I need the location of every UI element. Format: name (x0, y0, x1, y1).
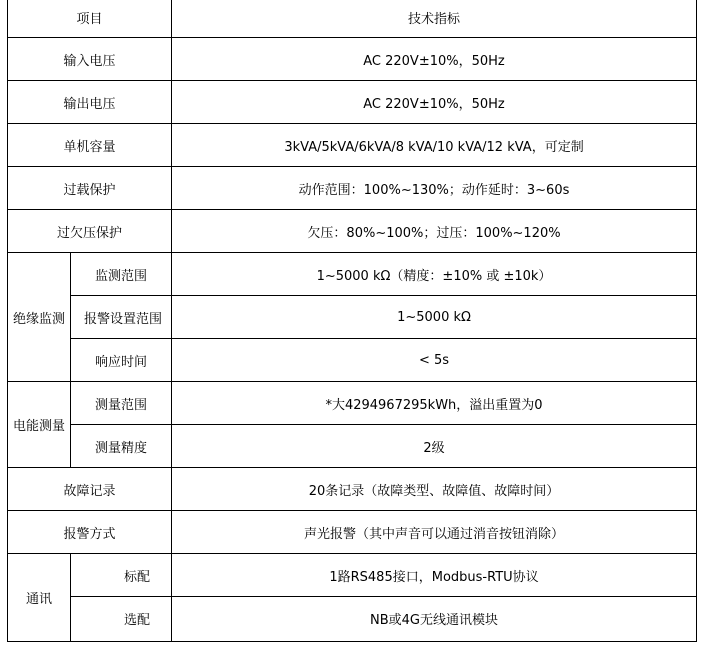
row-label: 故障记录 (8, 468, 172, 511)
row-value: AC 220V±10%，50Hz (172, 81, 697, 124)
table-row (8, 339, 697, 382)
table-row (8, 597, 697, 642)
row-value: 欠压：80%~100%；过压：100%~120% (172, 210, 697, 253)
row-value: 动作范围：100%~130%；动作延时：3~60s (172, 167, 697, 210)
table-row (8, 382, 697, 425)
header-item: 项目 (8, 0, 172, 38)
row-value: 1路RS485接口，Modbus-RTU协议 (172, 554, 697, 597)
row-value: 3kVA/5kVA/6kVA/8 kVA/10 kVA/12 kVA，可定制 (172, 124, 697, 167)
row-value: NB或4G无线通讯模块 (172, 597, 697, 642)
row-value: 1~5000 kΩ（精度：±10% 或 ±10k） (172, 253, 697, 296)
row-label: 过载保护 (8, 167, 172, 210)
row-value: AC 220V±10%，50Hz (172, 38, 697, 81)
table-row (8, 210, 697, 253)
table-row (8, 124, 697, 167)
row-value: *大4294967295kWh，溢出重置为0 (172, 382, 697, 425)
sub-label: 监测范围 (71, 253, 172, 296)
header-spec: 技术指标 (172, 0, 697, 38)
row-value: 20条记录（故障类型、故障值、故障时间） (172, 468, 697, 511)
row-value: 1~5000 kΩ (172, 296, 697, 339)
row-label: 过欠压保护 (8, 210, 172, 253)
sub-label: 响应时间 (71, 339, 172, 382)
table-header-row (8, 0, 697, 38)
table-row (8, 38, 697, 81)
table-row (8, 425, 697, 468)
spec-table (7, 0, 697, 642)
row-label: 报警方式 (8, 511, 172, 554)
sub-label: 测量范围 (71, 382, 172, 425)
sub-label: 报警设置范围 (71, 296, 172, 339)
table-row (8, 296, 697, 339)
sub-label: 选配 (71, 597, 172, 642)
table-row (8, 253, 697, 296)
table-row (8, 554, 697, 597)
group-label: 通讯 (8, 554, 71, 642)
sub-label: 测量精度 (71, 425, 172, 468)
row-value: 2级 (172, 425, 697, 468)
table-row (8, 511, 697, 554)
row-label: 单机容量 (8, 124, 172, 167)
row-value: < 5s (172, 339, 697, 382)
row-value: 声光报警（其中声音可以通过消音按钮消除） (172, 511, 697, 554)
table-row (8, 468, 697, 511)
row-label: 输入电压 (8, 38, 172, 81)
table-row (8, 81, 697, 124)
row-label: 输出电压 (8, 81, 172, 124)
table-row (8, 167, 697, 210)
group-label: 电能测量 (8, 382, 71, 468)
group-label: 绝缘监测 (8, 253, 71, 382)
sub-label: 标配 (71, 554, 172, 597)
